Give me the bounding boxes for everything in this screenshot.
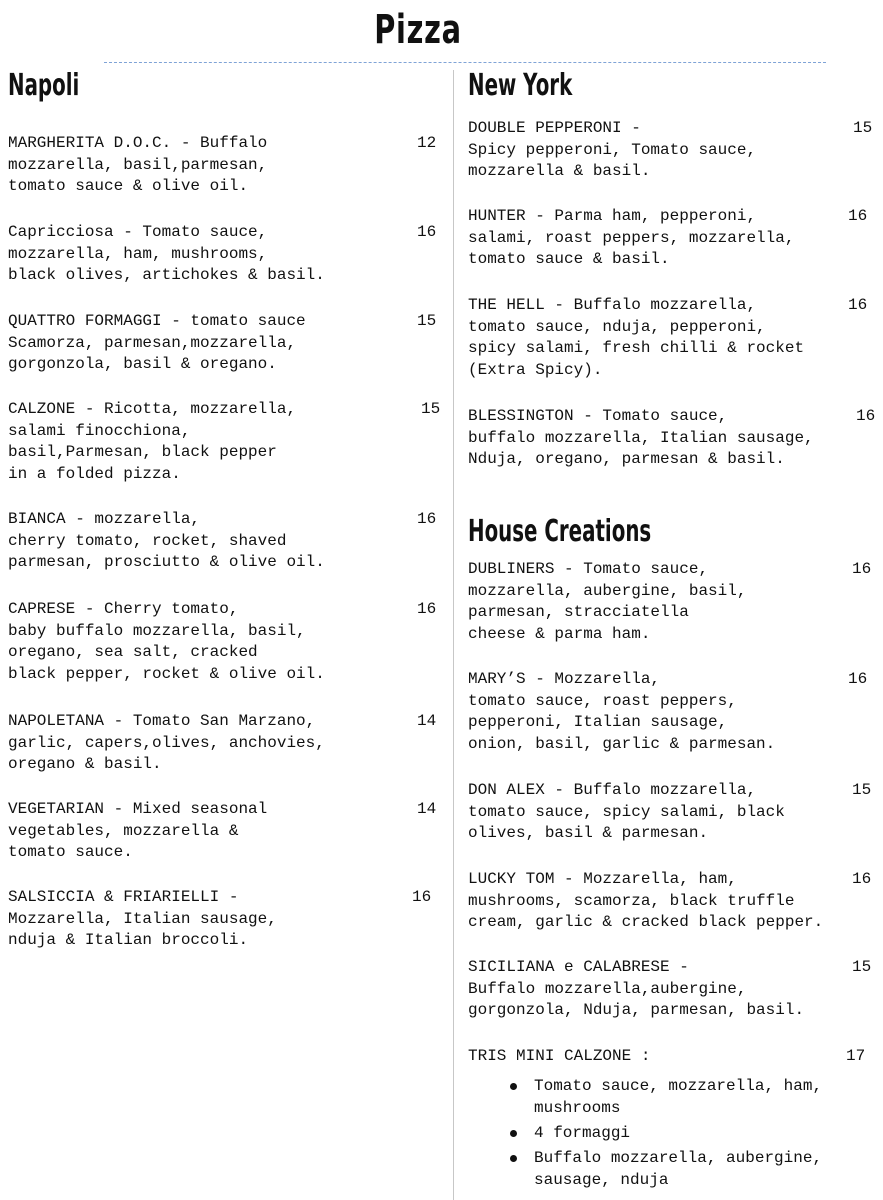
menu-item-description-line: black olives, artichokes & basil. — [8, 266, 325, 284]
menu-item-price: 14 — [417, 712, 437, 730]
menu-item-price: 16 — [417, 223, 437, 241]
menu-item-description-line: cherry tomato, rocket, shaved — [8, 531, 287, 550]
menu-item-blessington — [468, 406, 814, 471]
menu-item-description-line: tomato sauce & olive oil. — [8, 177, 249, 195]
menu-item-description-line: spicy salami, fresh chilli & rocket — [468, 339, 805, 357]
calzone-option-item — [503, 1122, 822, 1144]
menu-item-title-line: THE HELL - Buffalo mozzarella, — [468, 296, 757, 314]
menu-item-title-line: LUCKY TOM - Mozzarella, ham, — [468, 870, 737, 888]
menu-item-don-alex — [468, 780, 785, 845]
menu-item-price: 12 — [417, 134, 437, 152]
bullet-icon — [510, 1130, 517, 1137]
menu-item-title-line: SALSICCIA & FRIARIELLI - — [8, 888, 239, 906]
menu-item-price: 16 — [848, 296, 868, 314]
calzone-option-text: mushrooms — [534, 1099, 621, 1117]
menu-item-description-line: oregano & basil. — [8, 755, 162, 773]
menu-item-description-line: parmesan, stracciatella — [468, 603, 689, 621]
menu-item-title-line: QUATTRO FORMAGGI - tomato sauce — [8, 312, 306, 330]
menu-item-title-line: Capricciosa - Tomato sauce, — [8, 223, 268, 241]
menu-item-title-line: DUBLINERS - Tomato sauce, — [468, 560, 709, 578]
menu-item-margherita-d-o-c — [8, 133, 267, 198]
menu-item-calzone — [8, 399, 296, 485]
menu-item-price: 16 — [848, 207, 868, 225]
menu-item-description-line: mozzarella, basil,parmesan, — [8, 155, 268, 174]
menu-item-price: 15 — [852, 781, 872, 799]
menu-item-description-line: garlic, capers,olives, anchovies, — [8, 733, 325, 752]
menu-item-description-line: nduja & Italian broccoli. — [8, 931, 249, 949]
menu-item-price: 15 — [417, 312, 437, 330]
calzone-option-text: Buffalo mozzarella, aubergine, — [534, 1149, 823, 1167]
calzone-option-text: Tomato sauce, mozzarella, ham, — [534, 1077, 823, 1095]
menu-item-the-hell — [468, 295, 804, 381]
menu-item-price: 16 — [848, 670, 868, 688]
menu-item-price: 16 — [412, 888, 432, 906]
menu-item-title-line: DON ALEX - Buffalo mozzarella, — [468, 781, 757, 799]
menu-item-title-line: CALZONE - Ricotta, mozzarella, — [8, 400, 297, 418]
menu-item-description-line: oregano, sea salt, cracked — [8, 643, 258, 661]
menu-item-description-line: in a folded pizza. — [8, 464, 181, 483]
menu-item-price: 15 — [421, 400, 441, 418]
menu-item-vegetarian — [8, 799, 267, 864]
menu-item-description-line: (Extra Spicy). — [468, 360, 603, 379]
calzone-option-item — [503, 1075, 822, 1119]
menu-item-title-line: SICILIANA e CALABRESE - — [468, 958, 689, 976]
menu-item-napoletana — [8, 711, 325, 776]
bullet-icon — [510, 1155, 517, 1162]
menu-item-description-line: pepperoni, Italian sausage, — [468, 713, 728, 731]
menu-item-description-line: olives, basil & parmesan. — [468, 824, 709, 842]
menu-item-description-line: mushrooms, scamorza, black truffle — [468, 891, 795, 910]
page-title: Pizza — [374, 7, 462, 53]
menu-item-description-line: gorgonzola, basil & oregano. — [8, 355, 277, 373]
menu-item-title-line: CAPRESE - Cherry tomato, — [8, 600, 239, 618]
menu-item-description-line: tomato sauce, roast peppers, — [468, 691, 737, 710]
menu-item-price: 16 — [417, 600, 437, 618]
menu-item-title-line: TRIS MINI CALZONE : — [468, 1047, 651, 1065]
menu-item-title-line: MARY’S - Mozzarella, — [468, 670, 661, 688]
calzone-option-item — [503, 1147, 822, 1191]
menu-item-price: 17 — [846, 1047, 866, 1065]
menu-item-description-line: Nduja, oregano, parmesan & basil. — [468, 450, 785, 468]
section-heading-napoli: Napoli — [8, 68, 80, 103]
menu-item-description-line: Scamorza, parmesan,mozzarella, — [8, 333, 297, 352]
menu-item-price: 14 — [417, 800, 437, 818]
menu-item-description-line: parmesan, prosciutto & olive oil. — [8, 553, 325, 571]
section-heading-new-york: New York — [468, 68, 573, 103]
menu-item-title-line: BIANCA - mozzarella, — [8, 510, 201, 528]
menu-item-description-line: cream, garlic & cracked black pepper. — [468, 913, 824, 931]
menu-item-description-line: tomato sauce, spicy salami, black — [468, 802, 785, 821]
menu-item-bianca — [8, 509, 325, 574]
menu-item-caprese — [8, 599, 325, 685]
menu-item-description-line: basil,Parmesan, black pepper — [8, 443, 277, 461]
menu-item-description-line: baby buffalo mozzarella, basil, — [8, 621, 306, 640]
column-divider — [453, 70, 454, 1200]
menu-item-lucky-tom — [468, 869, 823, 934]
menu-item-dubliners — [468, 559, 746, 645]
menu-item-description-line: vegetables, mozzarella & — [8, 821, 239, 840]
menu-item-title-line: HUNTER - Parma ham, pepperoni, — [468, 207, 757, 225]
menu-item-description-line: tomato sauce, nduja, pepperoni, — [468, 317, 766, 336]
menu-item-capricciosa — [8, 222, 325, 287]
menu-item-title-line: BLESSINGTON - Tomato sauce, — [468, 407, 728, 425]
menu-item-title-line: NAPOLETANA - Tomato San Marzano, — [8, 712, 316, 730]
menu-item-price: 16 — [852, 870, 872, 888]
menu-item-description-line: Spicy pepperoni, Tomato sauce, — [468, 140, 757, 159]
menu-item-description-line: gorgonzola, Nduja, parmesan, basil. — [468, 1001, 805, 1019]
menu-item-price: 15 — [852, 958, 872, 976]
menu-item-mary-s — [468, 669, 775, 755]
menu-item-title-line: DOUBLE PEPPERONI - — [468, 119, 641, 137]
menu-item-description-line: tomato sauce. — [8, 843, 133, 861]
calzone-option-text: 4 formaggi — [534, 1124, 631, 1142]
menu-item-title-line: MARGHERITA D.O.C. - Buffalo — [8, 134, 268, 152]
menu-item-description-line: Mozzarella, Italian sausage, — [8, 909, 277, 928]
menu-item-description-line: Buffalo mozzarella,aubergine, — [468, 979, 747, 998]
title-divider — [104, 62, 826, 63]
menu-item-price: 16 — [417, 510, 437, 528]
calzone-option-text: sausage, nduja — [534, 1171, 669, 1189]
menu-item-price: 15 — [853, 119, 873, 137]
menu-item-description-line: mozzarella, ham, mushrooms, — [8, 244, 268, 263]
menu-item-description-line: cheese & parma ham. — [468, 624, 651, 643]
tris-mini-calzone-options — [503, 1075, 822, 1194]
menu-item-description-line: black pepper, rocket & olive oil. — [8, 664, 325, 683]
bullet-icon — [510, 1083, 517, 1090]
menu-item-title-line: VEGETARIAN - Mixed seasonal — [8, 800, 268, 818]
menu-item-description-line: salami, roast peppers, mozzarella, — [468, 228, 795, 247]
menu-item-double-pepperoni — [468, 118, 756, 183]
menu-item-price: 16 — [856, 407, 876, 425]
menu-item-hunter — [468, 206, 794, 271]
menu-item-siciliana-e-calabrese — [468, 957, 804, 1022]
menu-item-description-line: onion, basil, garlic & parmesan. — [468, 734, 776, 753]
menu-item-salsiccia-friarielli — [8, 887, 277, 952]
menu-item-description-line: mozzarella & basil. — [468, 162, 651, 180]
menu-item-description-line: mozzarella, aubergine, basil, — [468, 581, 747, 600]
menu-item-description-line: salami finocchiona, — [8, 421, 191, 440]
menu-item-description-line: tomato sauce & basil. — [468, 250, 670, 268]
menu-item-price: 16 — [852, 560, 872, 578]
section-heading-house-creations: House Creations — [468, 514, 652, 549]
menu-item-description-line: buffalo mozzarella, Italian sausage, — [468, 428, 814, 447]
menu-item-quattro-formaggi — [8, 311, 306, 376]
menu-item-tris-mini-calzone — [468, 1046, 650, 1068]
